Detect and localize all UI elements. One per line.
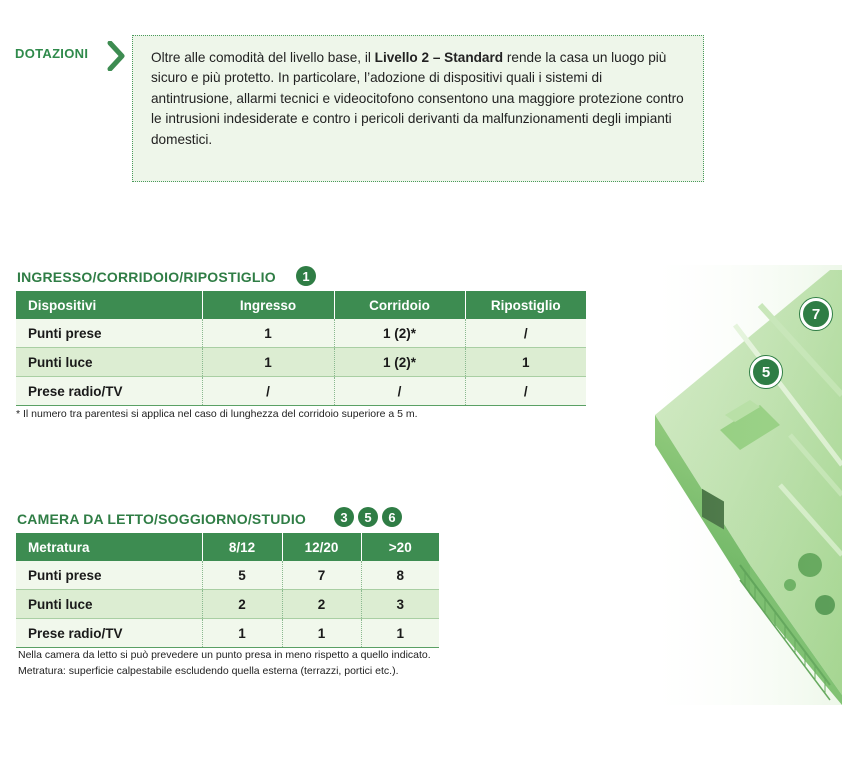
section1-table [16, 291, 586, 406]
section2-badge: 5 [358, 507, 378, 527]
house-illustration [640, 265, 842, 705]
section1-badge: 1 [296, 266, 316, 286]
table-header: >20 [361, 533, 439, 561]
table-cell: 7 [282, 561, 361, 590]
table-cell: / [202, 377, 334, 406]
section1-title: INGRESSO/CORRIDOIO/RIPOSTIGLIO [17, 269, 276, 285]
section2-title: CAMERA DA LETTO/SOGGIORNO/STUDIO [17, 511, 306, 527]
table-header: 8/12 [202, 533, 282, 561]
section1-note: * Il numero tra parentesi si applica nel caso di lunghezza del corridoio superiore a 5 m. [16, 408, 418, 420]
table-header-row [16, 533, 439, 561]
section2-badge: 6 [382, 507, 402, 527]
table-cell: Punti prese [16, 319, 202, 348]
table-header: Ripostiglio [465, 291, 586, 319]
table-cell: 1 (2)* [334, 348, 465, 377]
table-cell: 1 [202, 348, 334, 377]
table-cell: 2 [282, 590, 361, 619]
table-cell: Punti prese [16, 561, 202, 590]
table-header: 12/20 [282, 533, 361, 561]
table-cell: 1 (2)* [334, 319, 465, 348]
table-cell: Punti luce [16, 590, 202, 619]
table-header: Metratura [16, 533, 202, 561]
dotazioni-text-bold: Livello 2 – Standard [374, 50, 504, 65]
section2-badge: 3 [334, 507, 354, 527]
table-header: Corridoio [334, 291, 465, 319]
table-row [16, 348, 586, 377]
table-cell: Prese radio/TV [16, 619, 202, 648]
table-cell: 1 [361, 619, 439, 648]
table-cell: 1 [202, 619, 282, 648]
table-header: Ingresso [202, 291, 334, 319]
table-cell: Punti luce [16, 348, 202, 377]
dotazioni-text-rest: rende la casa un luogo più sicuro e più protetto. In particolare, l’adozione di dispositivi quali i sistemi di antintrusione, allarmi tecnici e videocitofono consentono una maggiore protezione contro le intrusioni indesiderate e contro i pericoli derivanti da malfunzionamenti degli impianti domestici. [151, 50, 684, 147]
table-row [16, 377, 586, 406]
dotazioni-text-intro: Oltre alle comodità del livello base, il [151, 50, 375, 65]
room-marker: 7 [800, 298, 832, 330]
table-cell: / [465, 319, 586, 348]
table-row [16, 561, 439, 590]
table-cell: 5 [202, 561, 282, 590]
table-cell: 1 [282, 619, 361, 648]
table-header: Dispositivi [16, 291, 202, 319]
table-cell: 2 [202, 590, 282, 619]
table-row [16, 590, 439, 619]
section2-table [16, 533, 439, 648]
dotazioni-label: DOTAZIONI [15, 46, 89, 61]
dotazioni-box [132, 35, 704, 182]
section2-note: Nella camera da letto si può prevedere un punto presa in meno rispetto a quello indicato. [18, 649, 431, 661]
table-row [16, 619, 439, 648]
table-cell: 3 [361, 590, 439, 619]
table-cell: 1 [465, 348, 586, 377]
table-header-row [16, 291, 586, 319]
chevron-right-icon [106, 41, 128, 71]
table-row [16, 319, 586, 348]
table-cell: / [334, 377, 465, 406]
table-cell: Prese radio/TV [16, 377, 202, 406]
table-cell: 8 [361, 561, 439, 590]
table-cell: 1 [202, 319, 334, 348]
table-cell: / [465, 377, 586, 406]
section2-note: Metratura: superficie calpestabile escludendo quella esterna (terrazzi, portici etc.). [18, 665, 399, 677]
room-marker: 5 [750, 356, 782, 388]
